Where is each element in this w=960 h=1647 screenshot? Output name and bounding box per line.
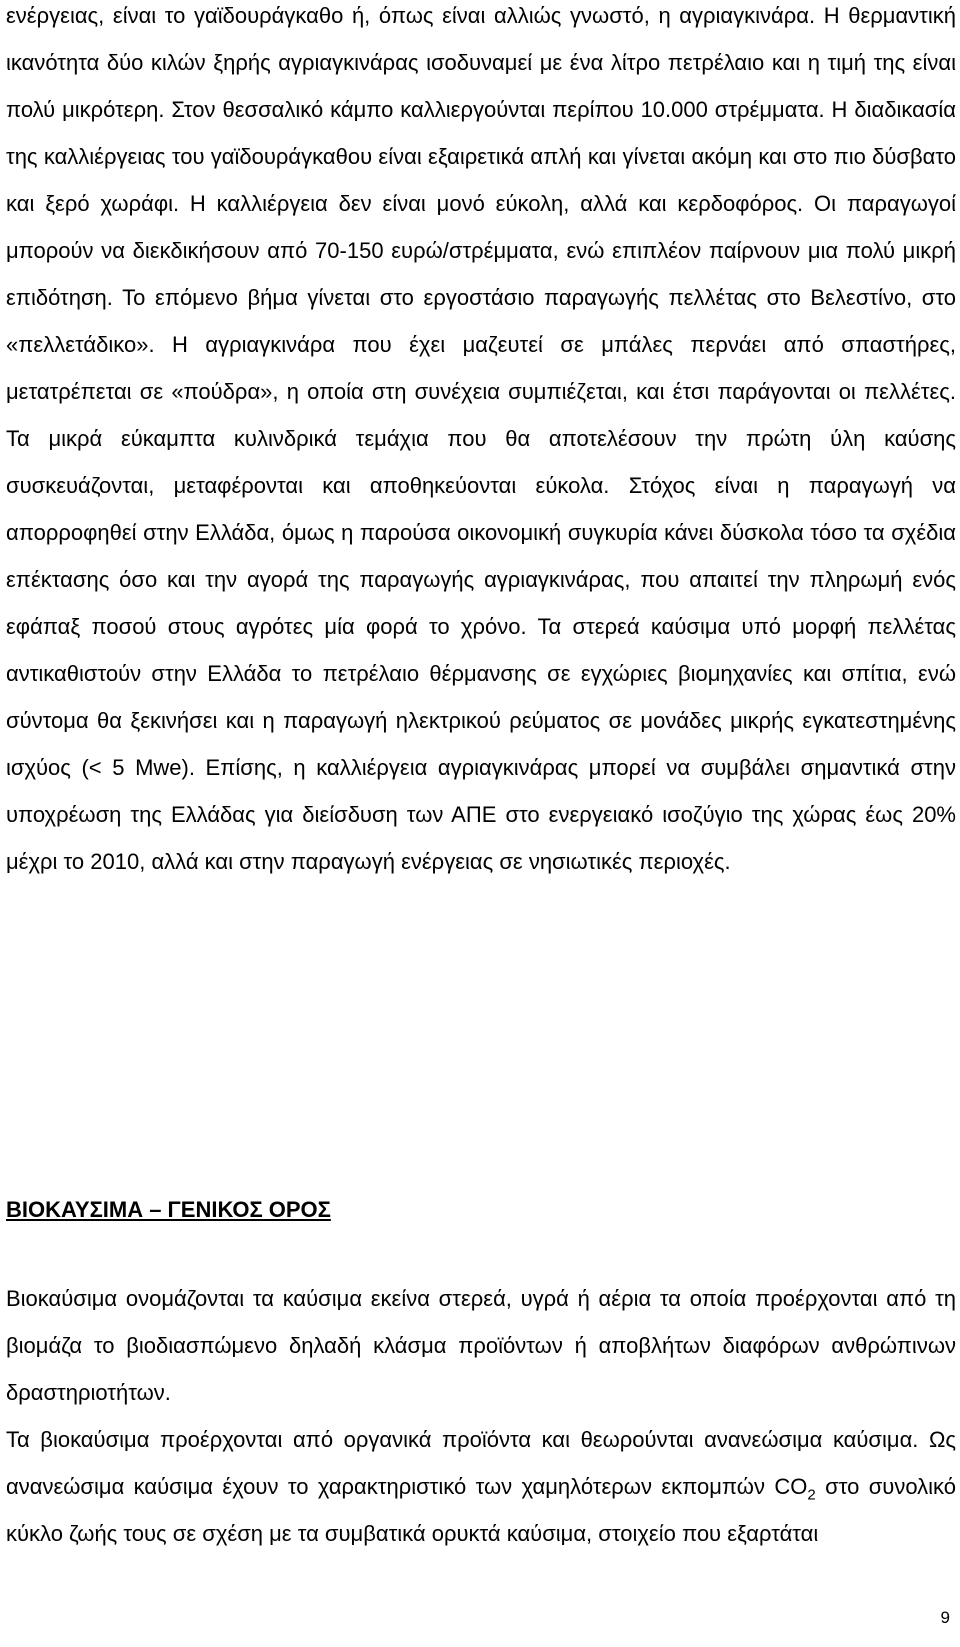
page-number: 9: [940, 1608, 950, 1627]
paragraph-biofuels-renewable: [6, 1416, 956, 1557]
document-page: [6, 0, 956, 885]
paragraph-biofuels-definition: Βιοκαύσιμα ονομάζονται τα καύσιμα εκείνα στερεά, υγρά ή αέρια τα οποία προέρχονται από τη βιομάζα το βιοδιασπώμενο δηλαδή κλάσμα προϊόντων ή αποβλήτων διαφόρων ανθρώπινων δραστηριοτήτων.: [6, 1286, 956, 1405]
section-heading: ΒΙΟΚΑΥΣΙΜΑ – ΓΕΝΙΚΟΣ ΟΡΟΣ: [6, 1197, 331, 1222]
co2-subscript: 2: [807, 1486, 816, 1504]
paragraph-text-after-subscript: στο συνολικό κύκλο ζωής τους σε σχέση με τα συμβατικά ορυκτά καύσιμα, στοιχείο που εξαρτάται: [6, 1474, 956, 1546]
paragraph-agriagkinara: ενέργειας, είναι το γαϊδουράγκαθο ή, όπως είναι αλλιώς γνωστό, η αγριαγκινάρα. Η θερμαντική ικανότητα δύο κιλών ξηρής αγριαγκινάρας ισοδυναμεί με ένα λίτρο πετρέλαιο και η τιμή της είναι πολύ μικρότερη. Στον θεσσαλικό κάμπο καλλιεργούνται περίπου 10.000 στρέμματα. Η διαδικασία της καλλιέργειας του γαϊδουράγκαθου είναι εξαιρετικά απλή και γίνεται ακόμη και στο πιο δύσβατο και ξερό χωράφι. Η καλλιέργεια δεν είναι μονό εύκολη, αλλά και κερδοφόρος. Οι παραγωγοί μπορούν να διεκδικήσουν από 70-150 ευρώ/στρέμματα, ενώ επιπλέον παίρνουν μια πολύ μικρή επιδότηση. Το επόμενο βήμα γίνεται στο εργοστάσιο παραγωγής πελλέτας στο Βελεστίνο, στο «πελλετάδικο». Η αγριαγκινάρα που έχει μαζευτεί σε μπάλες περνάει από σπαστήρες, μετατρέπεται σε «πούδρα», η οποία στη συνέχεια συμπιέζεται, και έτσι παράγονται οι πελλέτες. Τα μικρά εύκαμπτα κυλινδρικά τεμάχια που θα αποτελέσουν την πρώτη ύλη καύσης συσκευάζονται, μεταφέρονται και αποθηκεύονται εύκολα. Στόχος είναι η παραγωγή να απορροφηθεί στην Ελλάδα, όμως η παρούσα οικονομική συγκυρία κάνει δύσκολα τόσο τα σχέδια επέκτασης όσο και την αγορά της παραγωγής αγριαγκινάρας, που απαιτεί την πληρωμή ενός εφάπαξ ποσού στους αγρότες μία φορά το χρόνο. Τα στερεά καύσιμα υπό μορφή πελλέτας αντικαθιστούν στην Ελλάδα το πετρέλαιο θέρμανσης σε εγχώριες βιομηχανίες και σπίτια, ενώ σύντομα θα ξεκινήσει και η παραγωγή ηλεκτρικού ρεύματος σε μονάδες μικρής εγκατεστημένης ισχύος (< 5 Mwe). Επίσης, η καλλιέργεια αγριαγκινάρας μπορεί να συμβάλει σημαντικά στην υποχρέωση της Ελλάδας για διείσδυση των ΑΠΕ στο ενεργειακό ισοζύγιο της χώρας έως 20% μέχρι το 2010, αλλά και στην παραγωγή ενέργειας σε νησιωτικές περιοχές.: [6, 3, 956, 874]
section-body: [6, 1275, 956, 1557]
paragraph-text-before-subscript: Τα βιοκαύσιμα προέρχονται από οργανικά προϊόντα και θεωρούνται ανανεώσιμα καύσιμα. Ως ανανεώσιμα καύσιμα έχουν το χαρακτηριστικό των χαμηλότερων εκπομπών CO: [6, 1427, 956, 1499]
